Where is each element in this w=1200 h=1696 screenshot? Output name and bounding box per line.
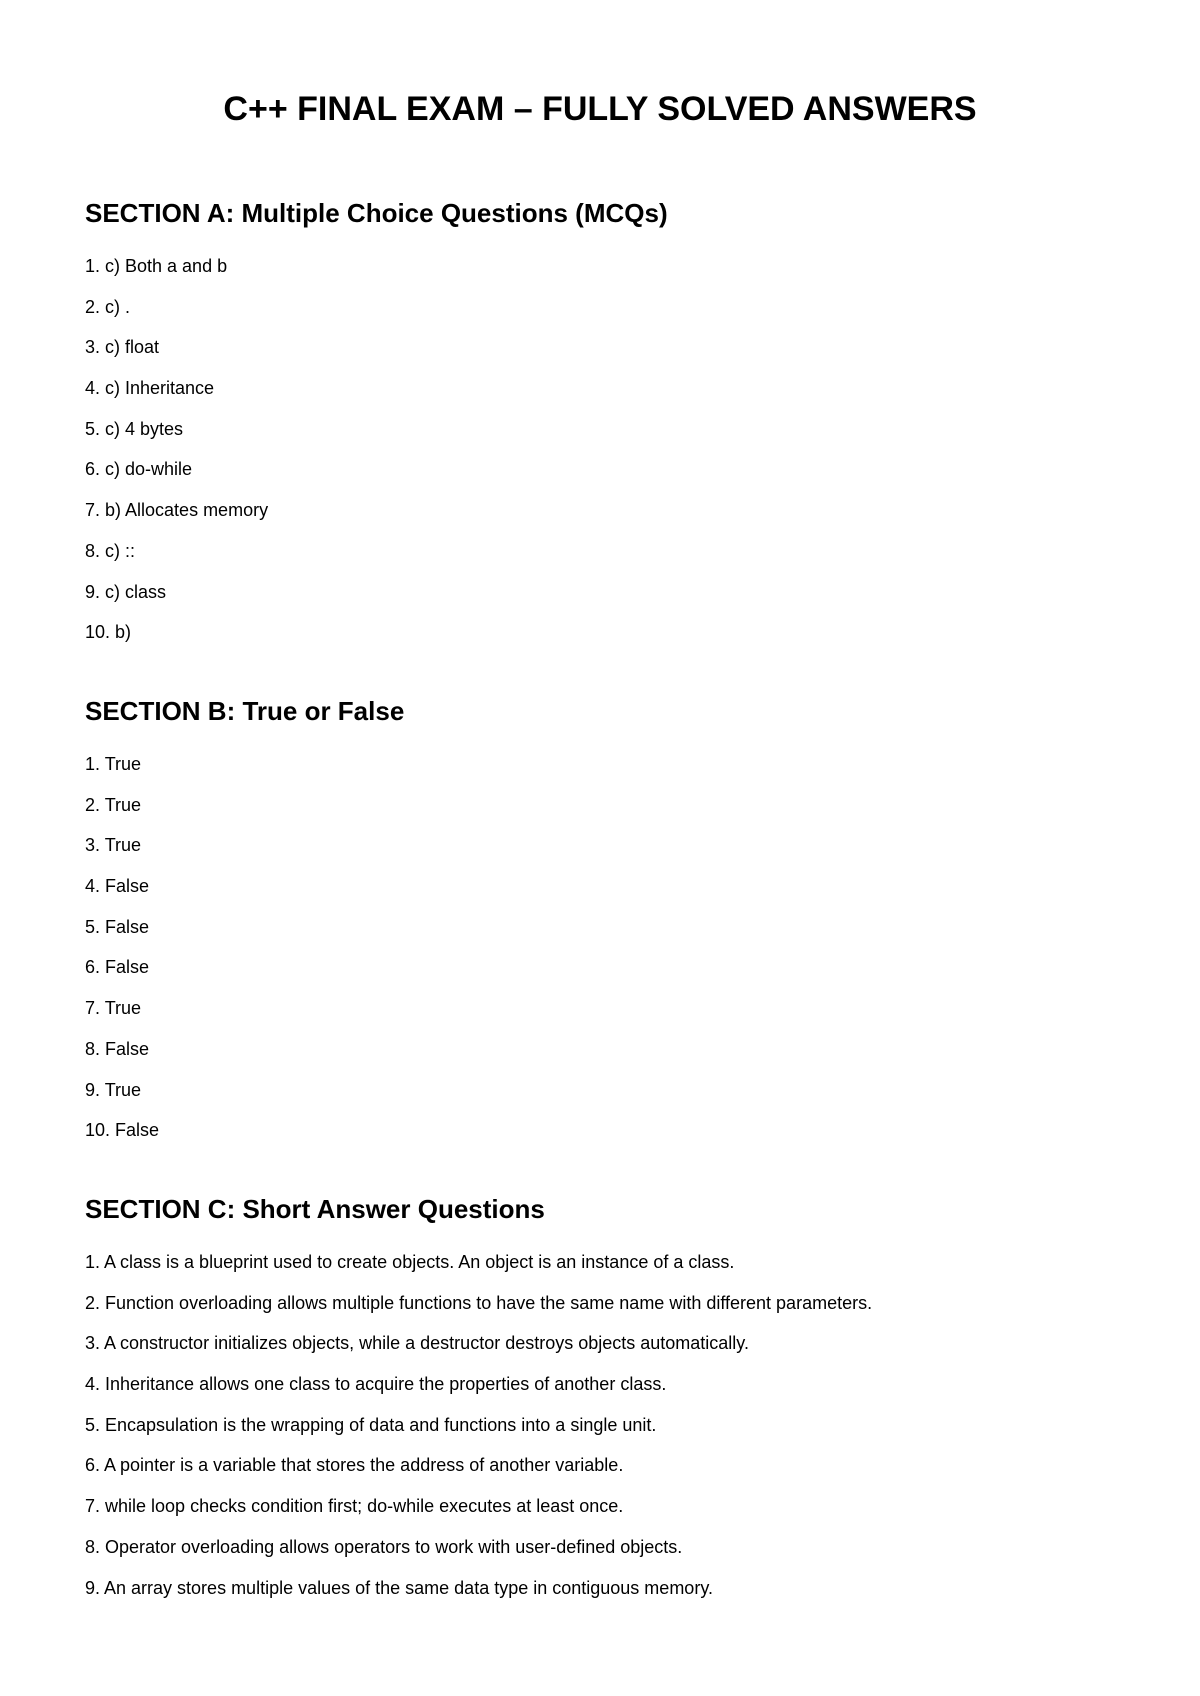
list-item: 5. Encapsulation is the wrapping of data and functions into a single unit.	[85, 1414, 657, 1435]
list-item: 3. True	[85, 835, 142, 856]
list-item: 6. A pointer is a variable that stores the address of another variable.	[85, 1455, 624, 1476]
document-title: C++ FINAL EXAM – FULLY SOLVED ANSWERS	[223, 90, 977, 128]
list-item: 4. False	[85, 876, 150, 897]
list-item: 4. c) Inheritance	[85, 378, 215, 399]
section-b	[85, 694, 1145, 1159]
list-item: 7. while loop checks condition first; do-while executes at least once.	[85, 1496, 624, 1517]
list-item: 4. Inheritance allows one class to acquire the properties of another class.	[85, 1374, 667, 1395]
list-item: 5. False	[85, 916, 150, 937]
section-heading: SECTION C: Short Answer Questions	[85, 1194, 545, 1224]
list-item: 2. True	[85, 794, 142, 815]
list-item: 8. c) ::	[85, 540, 136, 561]
section-heading: SECTION B: True or False	[85, 696, 405, 726]
list-item: 5. c) 4 bytes	[85, 418, 184, 439]
list-item: 10. False	[85, 1120, 160, 1141]
list-item: 1. c) Both a and b	[85, 256, 228, 276]
list-item: 9. True	[85, 1079, 142, 1100]
list-item: 6. c) do-while	[85, 459, 193, 480]
section-a	[85, 196, 1145, 661]
list-item: 2. c) .	[85, 296, 131, 317]
list-item: 7. b) Allocates memory	[85, 500, 269, 521]
list-item: 1. A class is a blueprint used to create objects. An object is an instance of a class.	[85, 1252, 735, 1272]
section-c	[85, 1192, 1145, 1616]
list-item: 8. Operator overloading allows operators to work with user-defined objects.	[85, 1536, 683, 1557]
answer-list	[85, 1250, 1145, 1616]
list-item: 3. c) float	[85, 337, 160, 358]
list-item: 2. Function overloading allows multiple functions to have the same name with different parameters.	[85, 1292, 873, 1313]
list-item: 9. An array stores multiple values of the same data type in contiguous memory.	[85, 1577, 713, 1598]
list-item: 6. False	[85, 957, 150, 978]
list-item: 9. c) class	[85, 581, 167, 602]
section-heading: SECTION A: Multiple Choice Questions (MCQs)	[85, 198, 668, 228]
list-item: 3. A constructor initializes objects, while a destructor destroys objects automatically.	[85, 1333, 749, 1354]
list-item: 7. True	[85, 998, 142, 1019]
answer-list	[85, 254, 1145, 661]
list-item: 10. b)	[85, 622, 132, 643]
answer-list	[85, 752, 1145, 1159]
list-item: 1. True	[85, 754, 142, 774]
list-item: 8. False	[85, 1038, 150, 1059]
